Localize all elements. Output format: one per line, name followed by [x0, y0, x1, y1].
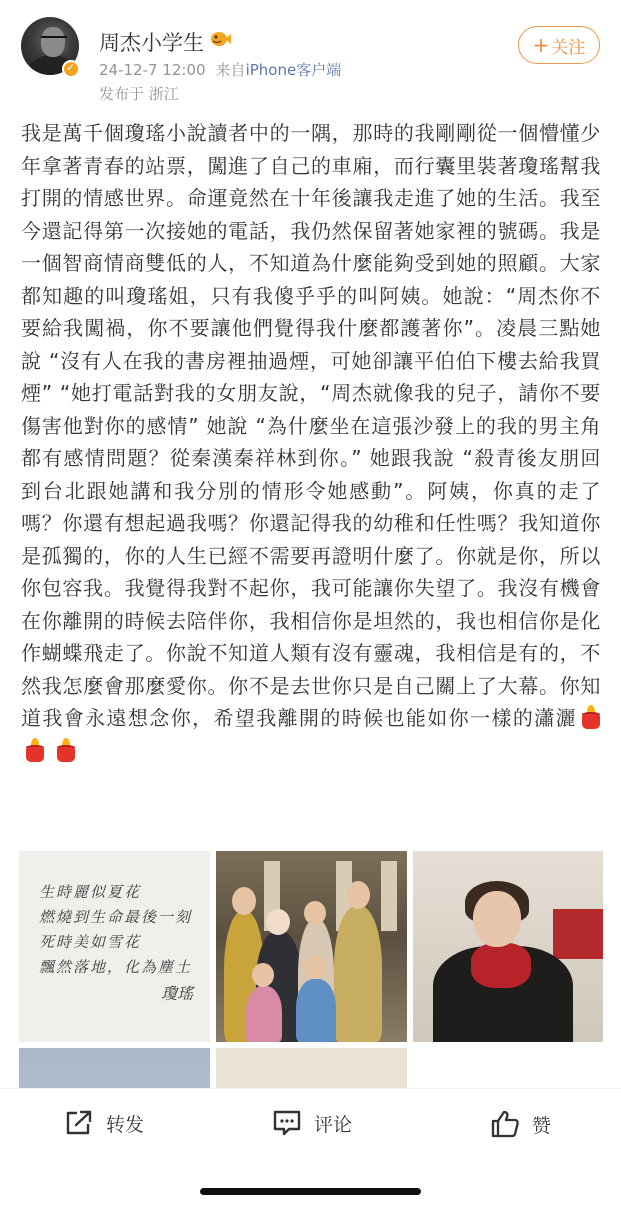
source-prefix: 来自 [215, 61, 246, 79]
repost-button[interactable] [64, 1109, 144, 1137]
plus-icon: + [532, 33, 550, 57]
source-link[interactable]: iPhone客户端 [245, 61, 342, 79]
repost-icon [64, 1109, 94, 1137]
post-header [0, 0, 621, 110]
author-name[interactable]: 周杰小学生 [99, 31, 204, 55]
post-text: 我是萬千個瓊瑤小說讀者中的一隅，那時的我剛剛從一個懵懂少年拿著青春的站票，闖進了自己的車廂，而行囊里裝著瓊瑤幫我打開的情感世界。命運竟然在十年後讓我走進了她的生活。我至今還記得第一次接她的電話，我仍然保留著她家裡的號碼。我是一個智商情商雙低的人，不知道為什麼能夠受到她的照顧。大家都知趣的叫瓊瑤姐，只有我傻乎乎的叫阿姨。她說：“周杰你不要給我闖禍，你不要讓他們覺得我什麼都護著你”。凌晨三點她說 “沒有人在我的書房裡抽過煙，可她卻讓平伯伯下樓去給我買煙” “她打電話對我的女朋友說，“周杰就像我的兒子，請你不要傷害他對你的感情” 她說 “為什麼坐在這張沙發上的我的男主角都有感情問題？從秦漢秦祥林到你。” 她跟我說 “殺青後友朋回到台北跟她講和我分別的情形令她感動”。阿姨，你真的走了嗎？你還有想起過我嗎？你還記得我的幼稚和任性嗎？我知道你是孤獨的，你的人生已經不需要再證明什麼了。你就是你，所以你包容我。我覺得我對不起你，我可能讓你失望了。我沒有機會在你離開的時候去陪伴你，我相信你是坦然的，我也相信你是化作蝴蝶飛走了。你說不知道人類有沒有靈魂，我相信是有的，不然我怎麼會那麼愛你。你不是去世你只是自己關上了大幕。你知道我會永遠想念你，希望我離開的時候也能如你一樣的瀟灑 [21, 121, 601, 730]
handwriting-line: 生時麗似夏花 [39, 883, 142, 901]
partial-photo[interactable] [19, 1048, 210, 1091]
follow-button[interactable] [518, 26, 600, 64]
comment-label: 评论 [314, 1113, 353, 1136]
candle-icon [579, 705, 601, 729]
repost-label: 转发 [106, 1113, 145, 1136]
handwriting-line: 飄然落地，化為塵土 [39, 958, 193, 976]
handwriting-line: 燃燒到生命最後一刻 [39, 908, 193, 926]
post-location: 发布于 浙江 [99, 85, 179, 103]
candle-icon [54, 738, 76, 762]
handwriting-line: 死時美如雪花 [39, 933, 142, 951]
candle-icon [23, 738, 45, 762]
fish-badge-icon [209, 28, 231, 48]
home-indicator[interactable] [200, 1188, 421, 1195]
verified-badge-icon [62, 60, 80, 78]
post-body [21, 117, 601, 767]
post-time: 24-12-7 12:00 [99, 61, 206, 79]
document-photo[interactable] [216, 1048, 407, 1091]
handwritten-note-photo[interactable] [19, 851, 210, 1042]
photo-grid [19, 851, 603, 1091]
like-button[interactable] [490, 1109, 551, 1139]
post-meta [99, 59, 341, 80]
group-photo[interactable] [216, 851, 407, 1042]
comment-icon [272, 1109, 302, 1137]
like-label: 赞 [532, 1114, 552, 1137]
portrait-photo[interactable] [413, 851, 603, 1042]
thumbs-up-icon [490, 1109, 520, 1139]
follow-label: 关注 [551, 37, 586, 58]
comment-button[interactable] [272, 1109, 352, 1137]
handwriting-signature: 瓊瑤 [161, 984, 194, 1003]
